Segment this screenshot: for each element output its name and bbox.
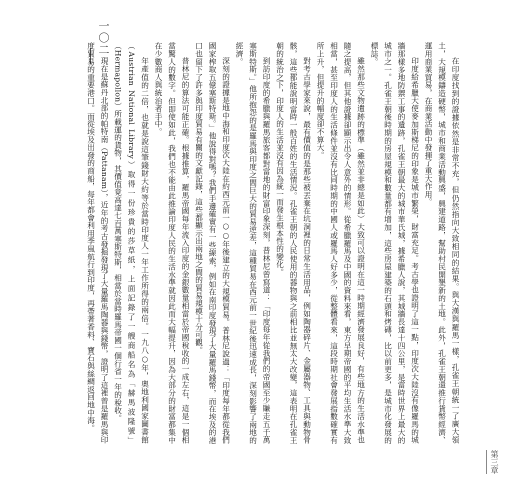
vertical-text-body: [86, 42, 462, 444]
paragraph: 雖然那些文物遺跡的標準（雖然並非總是如此）大致可以證明在這一時期經濟發展良好，有些地方的生活水準也隨之提高，但其他證據卻顯示出令人意外的情形。從希臘羅馬及中國的資料來看，東方早期帝國的平均生活水準大致相當，甚至印度人的生活條件並沒有比同時期的中國人或羅馬人好多少，從整體看來，這段時期社會發展指數確實有所上升，但提升的幅度卻不算大。: [316, 42, 366, 444]
paragraph: 普林尼的算法可能正確。根據推算，羅馬帝國每年流入印度的金銀數量相當於帝國稅收的一成左右，這是一個相當驚人的數字。但即使如此，我們也不能由此推論印度人民的生活水準就因此而大幅提升，因為大部分的財富都集中在少數商人與統治者手中。: [154, 42, 190, 444]
chapter-tab: 第三章: [486, 450, 500, 474]
paragraph: 現在是蘇丹北部的帕特南（Pattanam），近年的考古發掘發現了大量羅馬陶器與錢幣，證明了這裡曾是羅馬與印度貿易的重要港口。而從埃及出發的商船，每年都會利用季風航行到印度，再帶著香料、寶石與絲綢返回地中海。: [86, 42, 109, 444]
paragraph: 對考古學家來說，最有價值的是那些被丟棄在坑洞裡的日常生活用品，例如陶器碎片、金屬器物、工具與動物骨骸，這些都能說明當時一般百姓的生活情況。孔雀王朝的人民使用的器物與之前相比並無太大改變，這表明在孔雀王朝的統治之下，印度人的生活並沒有因為統一而發生根本性的變化。: [275, 42, 312, 444]
paragraph: 在印度找到的證據依然是非常不充，但仍然指向大致相同的結果。與大漢與羅馬一樣，孔雀王朝統一了廣大領土，大規模鑄造硬幣，城市和商業活動興盛，興建道路，幫助村民開墾新的土地。此外，孔雀王朝還推行貨幣經濟、運用商業貿易，在商業活動中發揮了重大作用。: [424, 42, 460, 444]
page-number: 一〇二: [97, 20, 110, 56]
paragraph: 深刻的證據是地中海和印度次大陸在約西元前一○○年後建立的大規模貿易。普林尼說過：「印度每年都從我們國家榨取五億塞斯特斯。」他說得對嗎？我們手邊確實有一些線索，例如在南印度發現了大量羅馬錢幣，而在埃及的港口也留下了許多與印度貿易有關的文獻記錄，這些都顯示出兩地之間的貿易規模十分可觀。: [194, 42, 231, 444]
paragraph: 年產值的二倍，也就是說這筆錢財大約等於當時印度人一年工作所得的兩倍。一九八○年，奧地利國家圖書館（Austrian National Library）取得一份珍貴的莎草紙，上面記錄了一艘商船名為「赫馬波隆號」（Hermapollon）所載運的貨物，其價值竟高達七百萬塞斯特斯，相當於當時羅馬帝國一個行省一年的稅收。: [113, 42, 150, 444]
paragraph: 印度給希臘大使麥加斯梯尼的印象是城市繁榮，財富充足。考古學也證明了這一點，印度次大陸沒有像羅馬的城牆那樣多地防禦工事的遺跡，孔雀王朝最大的城市華氏城，據希臘人說，其城牆長達十四公里，是當時世界上最大的城市之一。孔雀王朝後時期的房屋規模和數量都有增加，這些房屋建築的石頭和烤磚，比以前更多，是城市化發展的標誌。: [370, 42, 420, 444]
paragraph: 到訪印度的希臘與羅馬旅客都對當地的財富印象深刻，普林尼曾寫道：「印度每年從我們的帝國至少賺走五千萬塞斯特斯。」他所抱怨的是羅馬與印度之間巨大的貿易逆差，這種貿易在西元前一世紀後迅速成長，深刻影響了兩地的經濟。: [235, 42, 271, 444]
